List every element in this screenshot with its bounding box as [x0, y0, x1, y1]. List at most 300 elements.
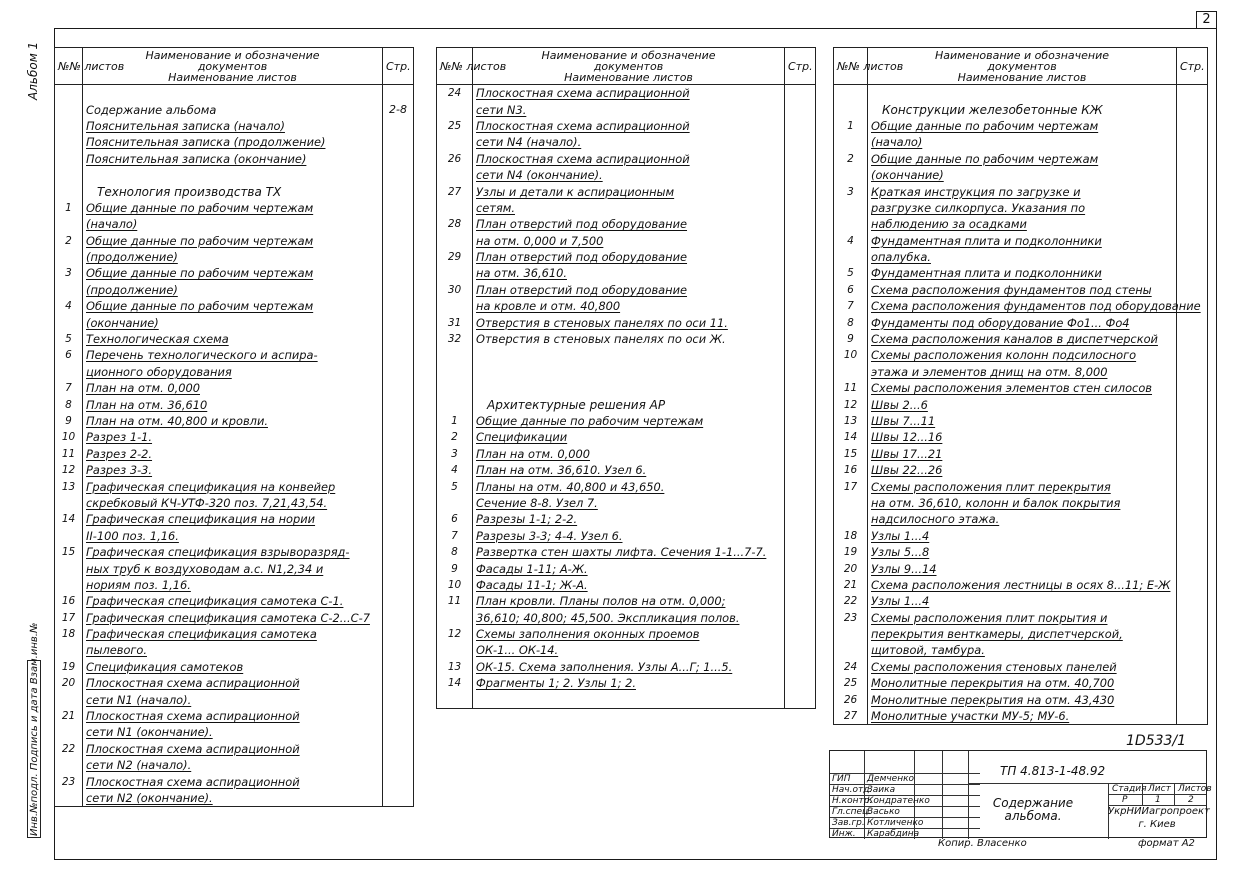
sheet-name: Схемы расположения плит покрытия и: [868, 610, 1177, 626]
sheet-number: 2: [55, 233, 83, 249]
sheet-name: Плоскостная схема аспирационной: [473, 85, 785, 102]
sheet-name: Фрагменты 1; 2. Узлы 1; 2.: [473, 675, 785, 691]
sheet-name: Швы 22...26: [868, 462, 1177, 478]
sheet-name: Схемы расположения стеновых панелей: [868, 659, 1177, 675]
table-row: [55, 495, 414, 511]
sheet-name: Спецификация самотеков: [83, 659, 383, 675]
page-ref: [383, 314, 414, 330]
table-row: [55, 626, 414, 642]
sheet-name: Общие данные по рабочим чертежам: [83, 200, 383, 216]
table-row: [834, 528, 1208, 544]
table-row: [834, 708, 1208, 725]
table-row: [55, 85, 414, 102]
sheet-number: [55, 724, 83, 740]
table-row: [55, 577, 414, 593]
table-row: [55, 724, 414, 740]
sheet-number: 10: [437, 577, 473, 593]
page-ref: [1177, 593, 1208, 609]
sheet-name: [868, 85, 1177, 102]
page-ref: [383, 511, 414, 527]
page-ref: [383, 544, 414, 560]
page-ref: [785, 364, 816, 380]
sheet-name: [473, 380, 785, 396]
sheet-number: [834, 495, 868, 511]
signer-role: Зав.гр.: [832, 818, 865, 828]
page-ref: [1177, 380, 1208, 396]
sheet-number: 8: [55, 396, 83, 412]
table-row: [437, 134, 816, 150]
sheet-number: 14: [437, 675, 473, 691]
page-ref: [1177, 85, 1208, 102]
sheet-name: План на отм. 40,800 и кровли.: [83, 413, 383, 429]
page-ref: [383, 642, 414, 658]
table-row: [55, 544, 414, 560]
sheet-number: [834, 200, 868, 216]
table-row: [55, 167, 414, 183]
sheet-name: сетям.: [473, 200, 785, 216]
sheet-name: (продолжение): [83, 249, 383, 265]
section-heading: Конструкции железобетонные КЖ: [868, 101, 1177, 117]
sheet-number: [834, 511, 868, 527]
table-row: [55, 396, 414, 412]
sheet-name: (окончание): [83, 314, 383, 330]
page-ref: [785, 314, 816, 330]
table-row: [55, 691, 414, 707]
table-row: [437, 331, 816, 347]
sheet-name: Общие данные по рабочим чертежам: [868, 151, 1177, 167]
table-row: [834, 249, 1208, 265]
header-sheet-numbers: №№ листов: [437, 48, 473, 85]
sheet-number: [55, 118, 83, 134]
page-ref: [1177, 396, 1208, 412]
sheet-number: [437, 364, 473, 380]
page-ref: [785, 118, 816, 134]
page-ref: [785, 331, 816, 347]
sheet-number: [834, 249, 868, 265]
sheet-number: [437, 200, 473, 216]
sheet-name: Узлы 1...4: [868, 593, 1177, 609]
sheet-name: Пояснительная записка (окончание): [83, 151, 383, 167]
signer-role: Нач.отд.: [832, 785, 873, 795]
page-ref: [383, 741, 414, 757]
album-label: Альбом 1: [26, 41, 40, 100]
signer-name: Котличенко: [867, 818, 924, 828]
sheet-name: II-100 поз. 1,16.: [83, 528, 383, 544]
sheet-number: 25: [437, 118, 473, 134]
sheet-name: Схема расположения каналов в диспетчерской: [868, 331, 1177, 347]
table-row: [437, 183, 816, 199]
sheet-number: 26: [834, 691, 868, 707]
sheet-name: План кровли. Планы полов на отм. 0,000;: [473, 593, 785, 609]
sheet-name: ционного оборудования: [83, 364, 383, 380]
table-row: [834, 364, 1208, 380]
sheet-number: [437, 396, 473, 412]
sheet-name: сети N4 (окончание).: [473, 167, 785, 183]
page-ref: [383, 151, 414, 167]
sheet-number: [55, 560, 83, 576]
sheet-name: План отверстий под оборудование: [473, 216, 785, 232]
sheet-name: [83, 85, 383, 102]
table-row: [55, 560, 414, 576]
sheet-name: сети N1 (окончание).: [83, 724, 383, 740]
page-ref: [785, 282, 816, 298]
table-row: [55, 347, 414, 363]
page-ref: [785, 626, 816, 642]
sheet-name: перекрытия венткамеры, диспетчерской,: [868, 626, 1177, 642]
sheet-number: 21: [55, 708, 83, 724]
page-ref: [1177, 347, 1208, 363]
table-row: [55, 380, 414, 396]
table-row: [834, 282, 1208, 298]
sheet-name: Схемы заполнения оконных проемов: [473, 626, 785, 642]
sheet-name: щитовой, тамбура.: [868, 642, 1177, 658]
sheet-number: [55, 528, 83, 544]
sheet-number: 6: [55, 347, 83, 363]
table-row: [834, 691, 1208, 707]
page-ref: [383, 773, 414, 789]
page-ref: [1177, 610, 1208, 626]
table-row: [55, 528, 414, 544]
table-row: [437, 528, 816, 544]
sheet-number: [55, 691, 83, 707]
table-row: [834, 265, 1208, 281]
sheet-number: 8: [834, 314, 868, 330]
table-row: [55, 282, 414, 298]
sheet-name: Монолитные перекрытия на отм. 43,430: [868, 691, 1177, 707]
sheet-number: [55, 790, 83, 807]
sheet-number: [55, 151, 83, 167]
sheet-number: 7: [834, 298, 868, 314]
table-row: [437, 544, 816, 560]
sheet-name: на отм. 36,610, колонн и балок покрытия: [868, 495, 1177, 511]
sheet-number: 28: [437, 216, 473, 232]
table-row: [834, 462, 1208, 478]
table-row: [834, 675, 1208, 691]
sheet-number: 20: [834, 560, 868, 576]
sheet-number: [834, 642, 868, 658]
page-ref: [1177, 183, 1208, 199]
table-row: [834, 183, 1208, 199]
header-document-name: Наименование и обозначение документов Наименование листов: [83, 48, 383, 85]
table-row: [55, 331, 414, 347]
table-row: [437, 413, 816, 429]
table-row: [55, 478, 414, 494]
table-row: [834, 101, 1208, 117]
page-ref: [383, 462, 414, 478]
sheet-number: [55, 757, 83, 773]
page-ref: [1177, 495, 1208, 511]
sheet-number: [55, 314, 83, 330]
sheet-number: 13: [834, 413, 868, 429]
page-ref: [1177, 528, 1208, 544]
sheet-number: [437, 298, 473, 314]
title-block: [829, 750, 1212, 839]
contents-table-1: [54, 47, 414, 807]
sheet-name: Перечень технологического и аспира-: [83, 347, 383, 363]
sheet-number: 3: [834, 183, 868, 199]
sheet-number: [437, 691, 473, 708]
table-row: [834, 478, 1208, 494]
sheet-name: 36,610; 40,800; 45,500. Экспликация полов.: [473, 610, 785, 626]
table-row: [437, 282, 816, 298]
sheet-name: [83, 167, 383, 183]
table-row: [55, 101, 414, 117]
page-ref: [383, 396, 414, 412]
signer-name: Карабдина: [867, 829, 920, 839]
sheet-name: План на отм. 0,000: [83, 380, 383, 396]
sheet-number: 8: [437, 544, 473, 560]
table-row: [55, 314, 414, 330]
page-ref: [1177, 134, 1208, 150]
page-ref: [383, 183, 414, 199]
sheet-name: План отверстий под оборудование: [473, 282, 785, 298]
sheet-number: 6: [437, 511, 473, 527]
sheet-name: Общие данные по рабочим чертежам: [868, 118, 1177, 134]
page-ref: [785, 216, 816, 232]
signer-role: ГИП: [832, 774, 851, 784]
page-ref: [1177, 249, 1208, 265]
sheet-number: 3: [437, 446, 473, 462]
sheet-name: сети N2 (окончание).: [83, 790, 383, 807]
header-page: Стр.: [383, 48, 414, 85]
page-ref: [785, 396, 816, 412]
sheet-number: [437, 610, 473, 626]
contents-table-2: [436, 47, 816, 709]
table-row: [55, 741, 414, 757]
page-ref: [785, 347, 816, 363]
sheet-name: (начало): [83, 216, 383, 232]
table-row: [437, 380, 816, 396]
section-heading: Архитектурные решения АР: [473, 396, 785, 412]
page-ref: [383, 216, 414, 232]
page-ref: [383, 413, 414, 429]
table-row: [55, 233, 414, 249]
sheet-name: ных труб к воздуховодам а.с. N1,2,34 и: [83, 560, 383, 576]
sheet-name: Узлы 1...4: [868, 528, 1177, 544]
side-stamp-text: Инв.№подл. Подпись и дата Взам.инв.№: [29, 622, 40, 836]
page-ref: [383, 446, 414, 462]
sheet-number: 20: [55, 675, 83, 691]
sheet-name: Разрез 3-3.: [83, 462, 383, 478]
sheet-name: Разрезы 3-3; 4-4. Узел 6.: [473, 528, 785, 544]
table-row: [834, 593, 1208, 609]
page-ref: [383, 85, 414, 102]
sheet-name: Плоскостная схема аспирационной: [83, 741, 383, 757]
page-ref: [383, 675, 414, 691]
sheet-name: сети N3.: [473, 101, 785, 117]
table-row: [437, 429, 816, 445]
page-ref: [785, 298, 816, 314]
sheet-number: [437, 347, 473, 363]
page-ref: [1177, 544, 1208, 560]
table-row: [437, 233, 816, 249]
sheet-name: Пояснительная записка (начало): [83, 118, 383, 134]
sheet-name: Плоскостная схема аспирационной: [83, 708, 383, 724]
page-ref: [383, 298, 414, 314]
sheet-name: (окончание): [868, 167, 1177, 183]
page-ref: [383, 593, 414, 609]
table-row: [834, 610, 1208, 626]
sheet-number: 32: [437, 331, 473, 347]
sheet-number: [437, 134, 473, 150]
table-row: [437, 560, 816, 576]
page-ref: [1177, 708, 1208, 725]
page-ref: [785, 528, 816, 544]
page-ref: [785, 429, 816, 445]
sheet-name: Плоскостная схема аспирационной: [473, 118, 785, 134]
table-row: [437, 396, 816, 412]
page-number: 2: [1196, 11, 1217, 29]
table-row: [55, 183, 414, 199]
sheet-number: 16: [834, 462, 868, 478]
page-ref: [1177, 478, 1208, 494]
page-ref: [1177, 167, 1208, 183]
sheet-number: 9: [437, 560, 473, 576]
signer-role: Инж.: [832, 829, 856, 839]
sheet-name: Узлы и детали к аспирационным: [473, 183, 785, 199]
sheet-name: Фасады 1-11; А-Ж.: [473, 560, 785, 576]
table-row: [834, 331, 1208, 347]
sheet-number: 1: [437, 413, 473, 429]
sheet-name: Плоскостная схема аспирационной: [83, 773, 383, 789]
page-ref: [1177, 331, 1208, 347]
sheet-name: ОК-15. Схема заполнения. Узлы А...Г; 1...5.: [473, 659, 785, 675]
sheet-name: План на отм. 0,000: [473, 446, 785, 462]
sheet-number: 7: [437, 528, 473, 544]
sheet-number: 1: [834, 118, 868, 134]
page-ref: [1177, 446, 1208, 462]
sheet-number: 24: [437, 85, 473, 102]
sheet-name: Фундаментная плита и подколонники: [868, 233, 1177, 249]
table-row: [437, 446, 816, 462]
sheet-number: [55, 642, 83, 658]
page-ref: [1177, 560, 1208, 576]
table-row: [437, 642, 816, 658]
sheet-number: 1: [55, 200, 83, 216]
table-row: [834, 626, 1208, 642]
sheet-name: Схемы расположения плит перекрытия: [868, 478, 1177, 494]
sheet-number: 15: [834, 446, 868, 462]
sheet-number: 13: [437, 659, 473, 675]
page-ref: [383, 347, 414, 363]
sheet-name: Сечение 8-8. Узел 7.: [473, 495, 785, 511]
page-ref: [785, 134, 816, 150]
copied-by: Копир. Власенко: [938, 838, 1027, 849]
table-row: [834, 134, 1208, 150]
page-ref: [785, 691, 816, 708]
sheet-number: [437, 101, 473, 117]
sheet-number: 2: [834, 151, 868, 167]
page-ref: [1177, 265, 1208, 281]
page-ref: [785, 265, 816, 281]
signer-role: Гл.спец.: [832, 807, 871, 817]
table-row: [55, 593, 414, 609]
page-ref: [785, 675, 816, 691]
table-row: [437, 314, 816, 330]
sheet-number: [834, 167, 868, 183]
sheet-number: [834, 134, 868, 150]
contents-table-3: [833, 47, 1208, 725]
project-code: ТП 4.813-1-48.92: [1000, 764, 1106, 778]
page-ref: [1177, 364, 1208, 380]
sheets-header: Листов: [1178, 784, 1212, 794]
sheet-number: [55, 282, 83, 298]
table-row: [834, 314, 1208, 330]
page-ref: [1177, 314, 1208, 330]
sheet-name: Фасады 11-1; Ж-А.: [473, 577, 785, 593]
sheet-number: 13: [55, 478, 83, 494]
sheet-number: 4: [55, 298, 83, 314]
signer-name: Заика: [867, 785, 896, 795]
table-row: [55, 429, 414, 445]
page-ref: [785, 151, 816, 167]
signer-role: Н.контр.: [832, 796, 873, 806]
page-ref: [383, 233, 414, 249]
sheet-name: Фундаментная плита и подколонники: [868, 265, 1177, 281]
page-ref: [1177, 200, 1208, 216]
sheet-name: Разрез 2-2.: [83, 446, 383, 462]
sheet-name: Общие данные по рабочим чертежам: [83, 265, 383, 281]
table-row: [55, 773, 414, 789]
sheet-name: сети N1 (начало).: [83, 691, 383, 707]
section-heading: Технология производства ТХ: [83, 183, 383, 199]
sheet-number: 12: [55, 462, 83, 478]
page-ref: [1177, 691, 1208, 707]
table-row: [834, 216, 1208, 232]
page-ref: [1177, 659, 1208, 675]
table-row: [834, 446, 1208, 462]
sheet-name: пылевого.: [83, 642, 383, 658]
table-row: [834, 495, 1208, 511]
sheet-number: 4: [437, 462, 473, 478]
sheet-number: 12: [834, 396, 868, 412]
sheet-name: (начало): [868, 134, 1177, 150]
sheet-number: 5: [55, 331, 83, 347]
table-row: [437, 200, 816, 216]
table-row: [437, 249, 816, 265]
sheet-number: [834, 85, 868, 102]
stage-value: Р: [1122, 795, 1128, 805]
table-row: [437, 577, 816, 593]
sheet-number: 23: [55, 773, 83, 789]
sheet-number: [55, 101, 83, 117]
page-ref: [383, 708, 414, 724]
page-ref: [383, 577, 414, 593]
sheet-number: [834, 364, 868, 380]
sheet-number: 12: [437, 626, 473, 642]
sheet-name: Схема расположения фундаментов под стены: [868, 282, 1177, 298]
sheet-name: [473, 347, 785, 363]
sheet-number: 5: [834, 265, 868, 281]
table-row: [437, 675, 816, 691]
page-ref: [785, 610, 816, 626]
sheet-name: План на отм. 36,610. Узел 6.: [473, 462, 785, 478]
sheet-number: 17: [55, 610, 83, 626]
sheet-number: [437, 380, 473, 396]
sheet-name: Пояснительная записка (продолжение): [83, 134, 383, 150]
page-ref: [785, 577, 816, 593]
page-ref: [383, 380, 414, 396]
table-row: [437, 364, 816, 380]
header-page: Стр.: [785, 48, 816, 85]
sheet-number: 19: [834, 544, 868, 560]
sheet-number: 4: [834, 233, 868, 249]
sheet-number: [55, 495, 83, 511]
sheet-number: 18: [834, 528, 868, 544]
table-row: [55, 708, 414, 724]
sheet-name: Графическая спецификация самотека С-2...С-7: [83, 610, 383, 626]
sheet-name: Спецификации: [473, 429, 785, 445]
